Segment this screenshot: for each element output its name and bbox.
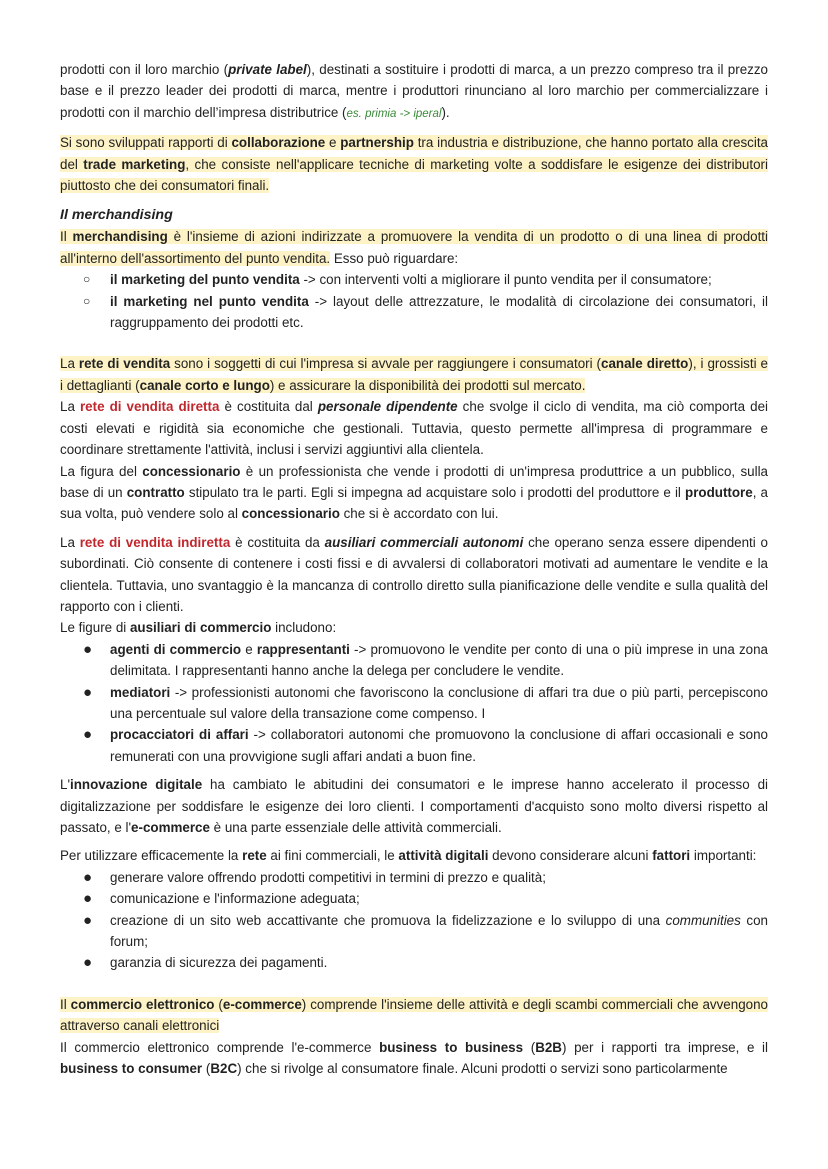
- paragraph-b2b-b2c: Il commercio elettronico comprende l'e-commerce business to business (B2B) per i rapporti tra imprese, e il business to consumer (B2C) che si rivolge al consumatore finale. Alcuni prodotti o servizi sono particolarmente: [60, 1039, 768, 1077]
- paragraph-rete-commerciale: Per utilizzare efficacemente la rete ai fini commerciali, le attività digitali devono considerare alcuni fattori importanti:: [60, 848, 757, 864]
- paragraph-private-label: [60, 59, 768, 125]
- paragraph-trade-marketing: Si sono sviluppati rapporti di collaborazione e partnership tra industria e distribuzione, che hanno portato alla crescita del trade marketing, che consiste nell'applicare tecniche di marketing volte a soddisfare le esigenze dei distributori piuttosto che dei consumatori finali.: [60, 135, 768, 194]
- bullet-icon: ●: [83, 726, 93, 744]
- bullet-icon: ●: [83, 683, 93, 701]
- term-trade-marketing: trade marketing: [83, 156, 186, 172]
- term-rete-vendita-diretta: rete di vendita diretta: [79, 399, 220, 415]
- list-item: ● creazione di un sito web accattivante che promuova la fidelizzazione e lo sviluppo di una communities con forum;: [83, 911, 768, 950]
- list-item: ● procacciatori di affari -> collaboratori autonomi che promuovono la conclusione di affari occasionali e sono remunerati con una provvigione sugli affari andati a buon fine.: [83, 726, 768, 764]
- term-rete-di-vendita: rete di vendita: [78, 356, 171, 372]
- term-rete-vendita-indiretta: rete di vendita indiretta: [79, 534, 231, 550]
- merchandising-list: [60, 269, 768, 333]
- hollow-bullet-icon: ○: [83, 293, 91, 308]
- term-collaborazione: collaborazione: [231, 135, 326, 151]
- term-private-label: private label: [228, 62, 307, 77]
- example-note: es. primia -> iperal: [346, 107, 442, 120]
- bullet-icon: ●: [83, 954, 93, 972]
- paragraph-commercio-elettronico: Il commercio elettronico (e-commerce) comprende l'insieme delle attività e degli scambi commerciali che avvengono attraverso canali elettronici: [60, 996, 768, 1034]
- list-item: ● agenti di commercio e rappresentanti -> promuovono le vendite per conto di una o più imprese in una zona delimitata. I rappresentanti hanno anche la delega per concludere le vendite.: [83, 640, 768, 679]
- paragraph-rete-di-vendita: La rete di vendita sono i soggetti di cui l'impresa si avvale per raggiungere i consumatori (canale diretto), i grossisti e i dettaglianti (canale corto e lungo) e assicurare la disponibilità dei prodotti sul mercato.: [60, 356, 768, 393]
- paragraph-innovazione-digitale: L'innovazione digitale ha cambiato le abitudini dei consumatori e le imprese hanno accelerato il processo di digitalizzazione per soddisfare le esigenze dei loro clienti. I comportamenti d'acquisto sono molto diversi rispetto al passato, e l'e-commerce è una parte essenziale delle attività commerciali.: [60, 777, 768, 835]
- list-item: ● mediatori -> professionisti autonomi che favoriscono la conclusione di affari tra due o più parti, percepiscono una percentuale sul valore della transazione come compenso. I: [83, 683, 768, 721]
- paragraph-merchandising: Il merchandising è l'insieme di azioni indirizzate a promuovere la vendita di un prodotto o di una linea di prodotti all'interno dell'assortimento del punto vendita. Esso può riguardare:: [60, 229, 768, 266]
- hollow-bullet-icon: ○: [83, 272, 91, 287]
- bullet-icon: ●: [83, 890, 93, 908]
- bullet-icon: ●: [83, 911, 93, 929]
- fattori-list: [60, 867, 768, 974]
- term-partnership: partnership: [340, 135, 414, 151]
- list-item: ● garanzia di sicurezza dei pagamenti.: [60, 952, 768, 973]
- list-item: ● comunicazione e l'informazione adeguata;: [60, 888, 768, 909]
- paragraph-ausiliari: Le figure di ausiliari di commercio includono:: [60, 620, 337, 636]
- section-heading-merchandising: Il merchandising: [60, 207, 173, 224]
- list-item: ● generare valore offrendo prodotti competitivi in termini di prezzo e qualità;: [60, 867, 768, 888]
- paragraph-concessionario: La figura del concessionario è un professionista che vende i prodotti di un'impresa produttrice a un pubblico, sulla base di un contratto stipulato tra le parti. Egli si impegna ad acquistare solo i prodotti del produttore e il produttore, a sua volta, può vendere solo al concessionario che si è accordato con lui.: [60, 463, 769, 522]
- document-page: [60, 59, 768, 1079]
- text: ).: [441, 104, 450, 120]
- paragraph-rete-diretta: La rete di vendita diretta è costituita dal personale dipendente che svolge il ciclo di vendita, ma ciò comporta dei costi elevati e rigidità sia economiche che gestionali. Tuttavia, questo permette all'impresa di programmare e coordinare strettamente l'attività, inclusi i servizi aggiuntivi alla clientela.: [60, 399, 769, 458]
- list-item: ○ il marketing del punto vendita -> con interventi volti a migliorare il punto vendita per il consumatore;: [60, 269, 768, 290]
- paragraph-rete-indiretta: La rete di vendita indiretta è costituita da ausiliari commerciali autonomi che operano senza essere dipendenti o subordinati. Ciò consente di contenere i costi fissi e di avvalersi di collaboratori motivati ad aumentare le vendite e la clientela. Tuttavia, uno svantaggio è la mancanza di controllo diretto sulla pianificazione delle vendite e sulla qualità del rapporto con i clienti.: [60, 534, 768, 614]
- term-merchandising: merchandising: [72, 229, 168, 245]
- text: prodotti con il loro marchio (: [60, 62, 229, 77]
- text: ), destinati a sostituire i prodotti di marca, a un prezzo compreso tra il prezzo base e il prezzo leader dei prodotti di marca, mentre i produttori rinunciano al loro marchio per commercializzare i prodotti con il marchio dell’impresa distributrice (: [60, 62, 768, 120]
- bullet-icon: ●: [83, 868, 93, 886]
- list-item: ○ il marketing nel punto vendita -> layout delle attrezzature, le modalità di circolazione dei consumatori, il raggruppamento dei prodotti etc.: [60, 291, 768, 334]
- ausiliari-list: [60, 639, 768, 767]
- bullet-icon: ●: [83, 640, 93, 658]
